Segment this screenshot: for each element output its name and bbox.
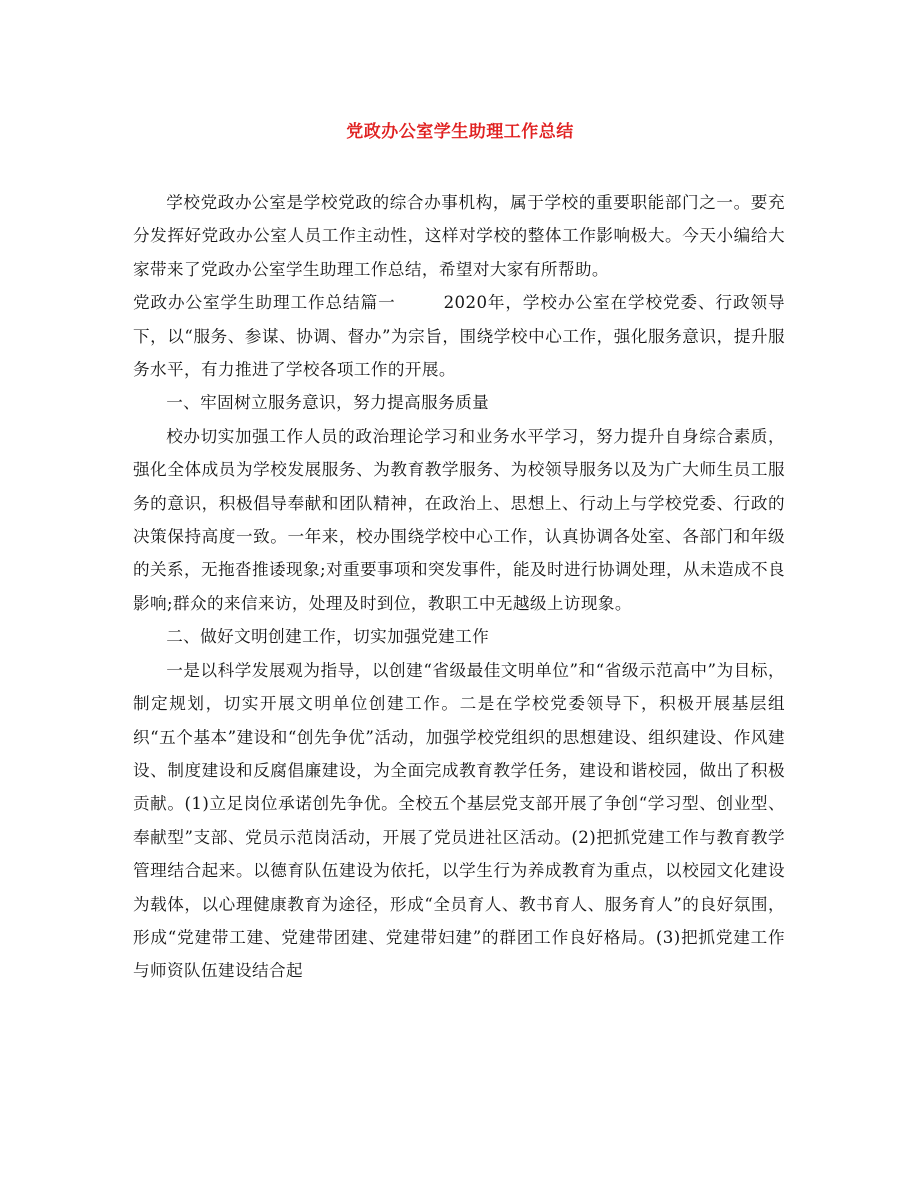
- section-intro-text: 2020年，学校办公室在学校党委、行政领导下，以“服务、参谋、协调、督办”为宗旨，围绕学校中心工作，强化服务意识，提升服务水平，有力推进了学校各项工作的开展。: [133, 293, 785, 380]
- section-paragraph: [133, 286, 785, 386]
- paragraph-party-building: 一是以科学发展观为指导，以创建“省级最佳文明单位”和“省级示范高中”为目标，制定规划，切实开展文明单位创建工作。二是在学校党委领导下，积极开展基层组织“五个基本”建设和“创先争优”活动，加强学校党组织的思想建设、组织建设、作风建设、制度建设和反腐倡廉建设，为全面完成教育教学任务，建设和谐校园，做出了积极贡献。(1)立足岗位承诺创先争优。全校五个基层党支部开展了争创“学习型、创业型、奉献型”支部、党员示范岗活动，开展了党员进社区活动。(2)把抓党建工作与教育教学管理结合起来。以德育队伍建设为依托，以学生行为养成教育为重点，以校园文化建设为载体，以心理健康教育为途径，形成“全员育人、教书育人、服务育人”的良好氛围，形成“党建带工建、党建带团建、党建带妇建”的群团工作良好格局。(3)把抓党建工作与师资队伍建设结合起: [133, 660, 785, 981]
- section-heading: 党政办公室学生助理工作总结篇一: [133, 293, 396, 313]
- heading-civilization-party-building: 二、做好文明创建工作，切实加强党建工作: [166, 627, 490, 647]
- document-body: [133, 186, 785, 988]
- document-title: 党政办公室学生助理工作总结: [346, 122, 574, 142]
- intro-paragraph: 学校党政办公室是学校党政的综合办事机构，属于学校的重要职能部门之一。要充分发挥好党政办公室人员工作主动性，这样对学校的整体工作影响极大。今天小编给大家带来了党政办公室学生助理工作总结，希望对大家有所帮助。: [133, 193, 785, 279]
- paragraph-service-quality: 校办切实加强工作人员的政治理论学习和业务水平学习，努力提升自身综合素质，强化全体成员为学校发展服务、为教育教学服务、为校领导服务以及为广大师生员工服务的意识，积极倡导奉献和团队精神，在政治上、思想上、行动上与学校党委、行政的决策保持高度一致。一年来，校办围绕学校中心工作，认真协调各处室、各部门和年级的关系，无拖沓推诿现象;对重要事项和突发事件，能及时进行协调处理，从未造成不良影响;群众的来信来访，处理及时到位，教职工中无越级上访现象。: [133, 426, 785, 613]
- heading-service-awareness: 一、牢固树立服务意识，努力提高服务质量: [166, 393, 490, 413]
